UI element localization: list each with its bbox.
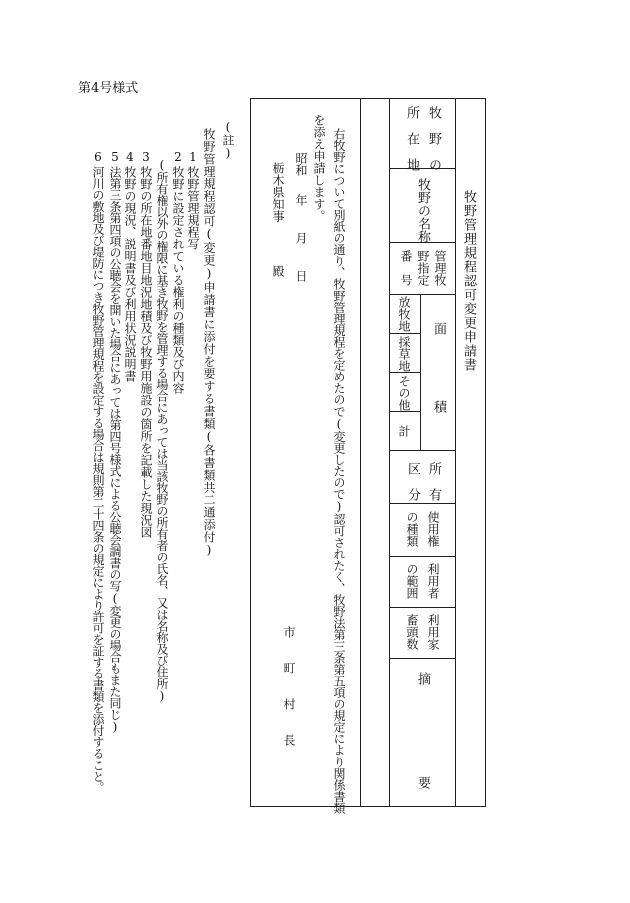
- col-number-mid: 野指定: [416, 250, 430, 286]
- form-title: 牧野管理規程認可変更申請書: [461, 190, 476, 372]
- row-sep: [389, 607, 455, 608]
- note-text: 牧野に設定されている権利の種類及び内容: [171, 166, 185, 394]
- notes-intro: 牧野管理規程認可(変更)申請書に添付を要する書類(各書類共二通添付): [202, 128, 216, 558]
- note-text: 牧野管理規程写: [186, 166, 200, 250]
- col-remarks-top: 摘: [415, 672, 430, 685]
- title-column-divider: [455, 98, 456, 807]
- col-right-bottom: の種類: [405, 511, 419, 547]
- note-number: 3: [139, 150, 153, 164]
- row-sep: [389, 333, 420, 334]
- col-right-top: 使用権: [426, 511, 440, 547]
- date-year: 年: [294, 194, 308, 206]
- date-era: 昭和: [294, 152, 308, 176]
- note-text: 河川の敷地及び堤防につき牧野管理規程を設定する場合は規則第二十四条の規定により許可を証する書類を添付すること。: [91, 166, 105, 794]
- note-text: 牧野の所在地番地目地況地積及び牧野用施設の箇所を記載した現況図: [139, 166, 153, 538]
- header-column-divider: [360, 98, 361, 807]
- row-sep: [389, 658, 455, 659]
- note-number: 4: [123, 150, 137, 164]
- note-number: 2: [171, 150, 185, 164]
- col-area-mowing: 採草地: [397, 336, 411, 372]
- col-users-bottom: の範囲: [405, 563, 419, 599]
- note-text: 牧野の現況、説明書及び利用状況説明書: [123, 166, 137, 382]
- col-area-grazing: 放牧地: [397, 296, 411, 332]
- col-name: 牧野の名称: [415, 178, 430, 243]
- col-number-bottom: 番 号: [399, 250, 413, 286]
- col-area-total: 計: [397, 425, 411, 437]
- col-location-bottom: 所 在 地: [404, 106, 419, 171]
- note-text: 法第三条第四項の公聴会を開いた場合にあっては第四号様式による公聴会調書の写(変更の場合もまた同じ): [108, 166, 122, 734]
- note-number: 1: [186, 150, 200, 164]
- label-column-divider: [389, 98, 390, 807]
- form-number: 第4号様式: [78, 81, 139, 96]
- col-area-other: その他: [397, 375, 411, 411]
- notes-header: (註): [221, 120, 235, 160]
- col-livestock-top: 利用家: [426, 614, 440, 650]
- row-sep: [389, 372, 420, 373]
- col-area-group: 面 積: [431, 322, 446, 413]
- col-livestock-bottom: 畜頭数: [405, 614, 419, 650]
- col-location-top: 牧 野 の: [426, 106, 441, 171]
- body-line-2: を添え申請します。: [312, 114, 326, 222]
- col-ownership-top: 所 有: [426, 462, 441, 501]
- date-month: 月: [294, 232, 308, 244]
- row-sep: [389, 168, 455, 169]
- addressee-honorific: 殿: [271, 265, 285, 277]
- col-number-top: 管理牧: [433, 250, 447, 286]
- note-number: 6: [91, 150, 105, 164]
- note-text: (所有権以外の権限に基き牧野を管理する場合にあっては当該牧野の所有者の氏名、又は名称及び住所): [155, 158, 169, 703]
- col-remarks-bottom: 要: [415, 776, 430, 789]
- date-day: 日: [294, 270, 308, 282]
- row-sep: [389, 450, 455, 451]
- col-ownership-bottom: 区 分: [405, 462, 420, 501]
- col-users-top: 利用者: [426, 563, 440, 599]
- note-number: 5: [108, 150, 122, 164]
- row-sep: [389, 556, 455, 557]
- area-sub-divider: [420, 294, 421, 450]
- row-sep: [389, 294, 455, 295]
- row-sep: [389, 411, 420, 412]
- body-line-1: 右牧野について別紙の通り、牧野管理規程を定めたので(変更したので)認可されたく、牧野法第三条第五項の規定により関係書類: [332, 128, 346, 814]
- row-sep: [389, 503, 455, 504]
- applicant-mayor: 市 町 村 長: [282, 626, 296, 746]
- addressee-governor: 栃木県知事: [271, 162, 285, 222]
